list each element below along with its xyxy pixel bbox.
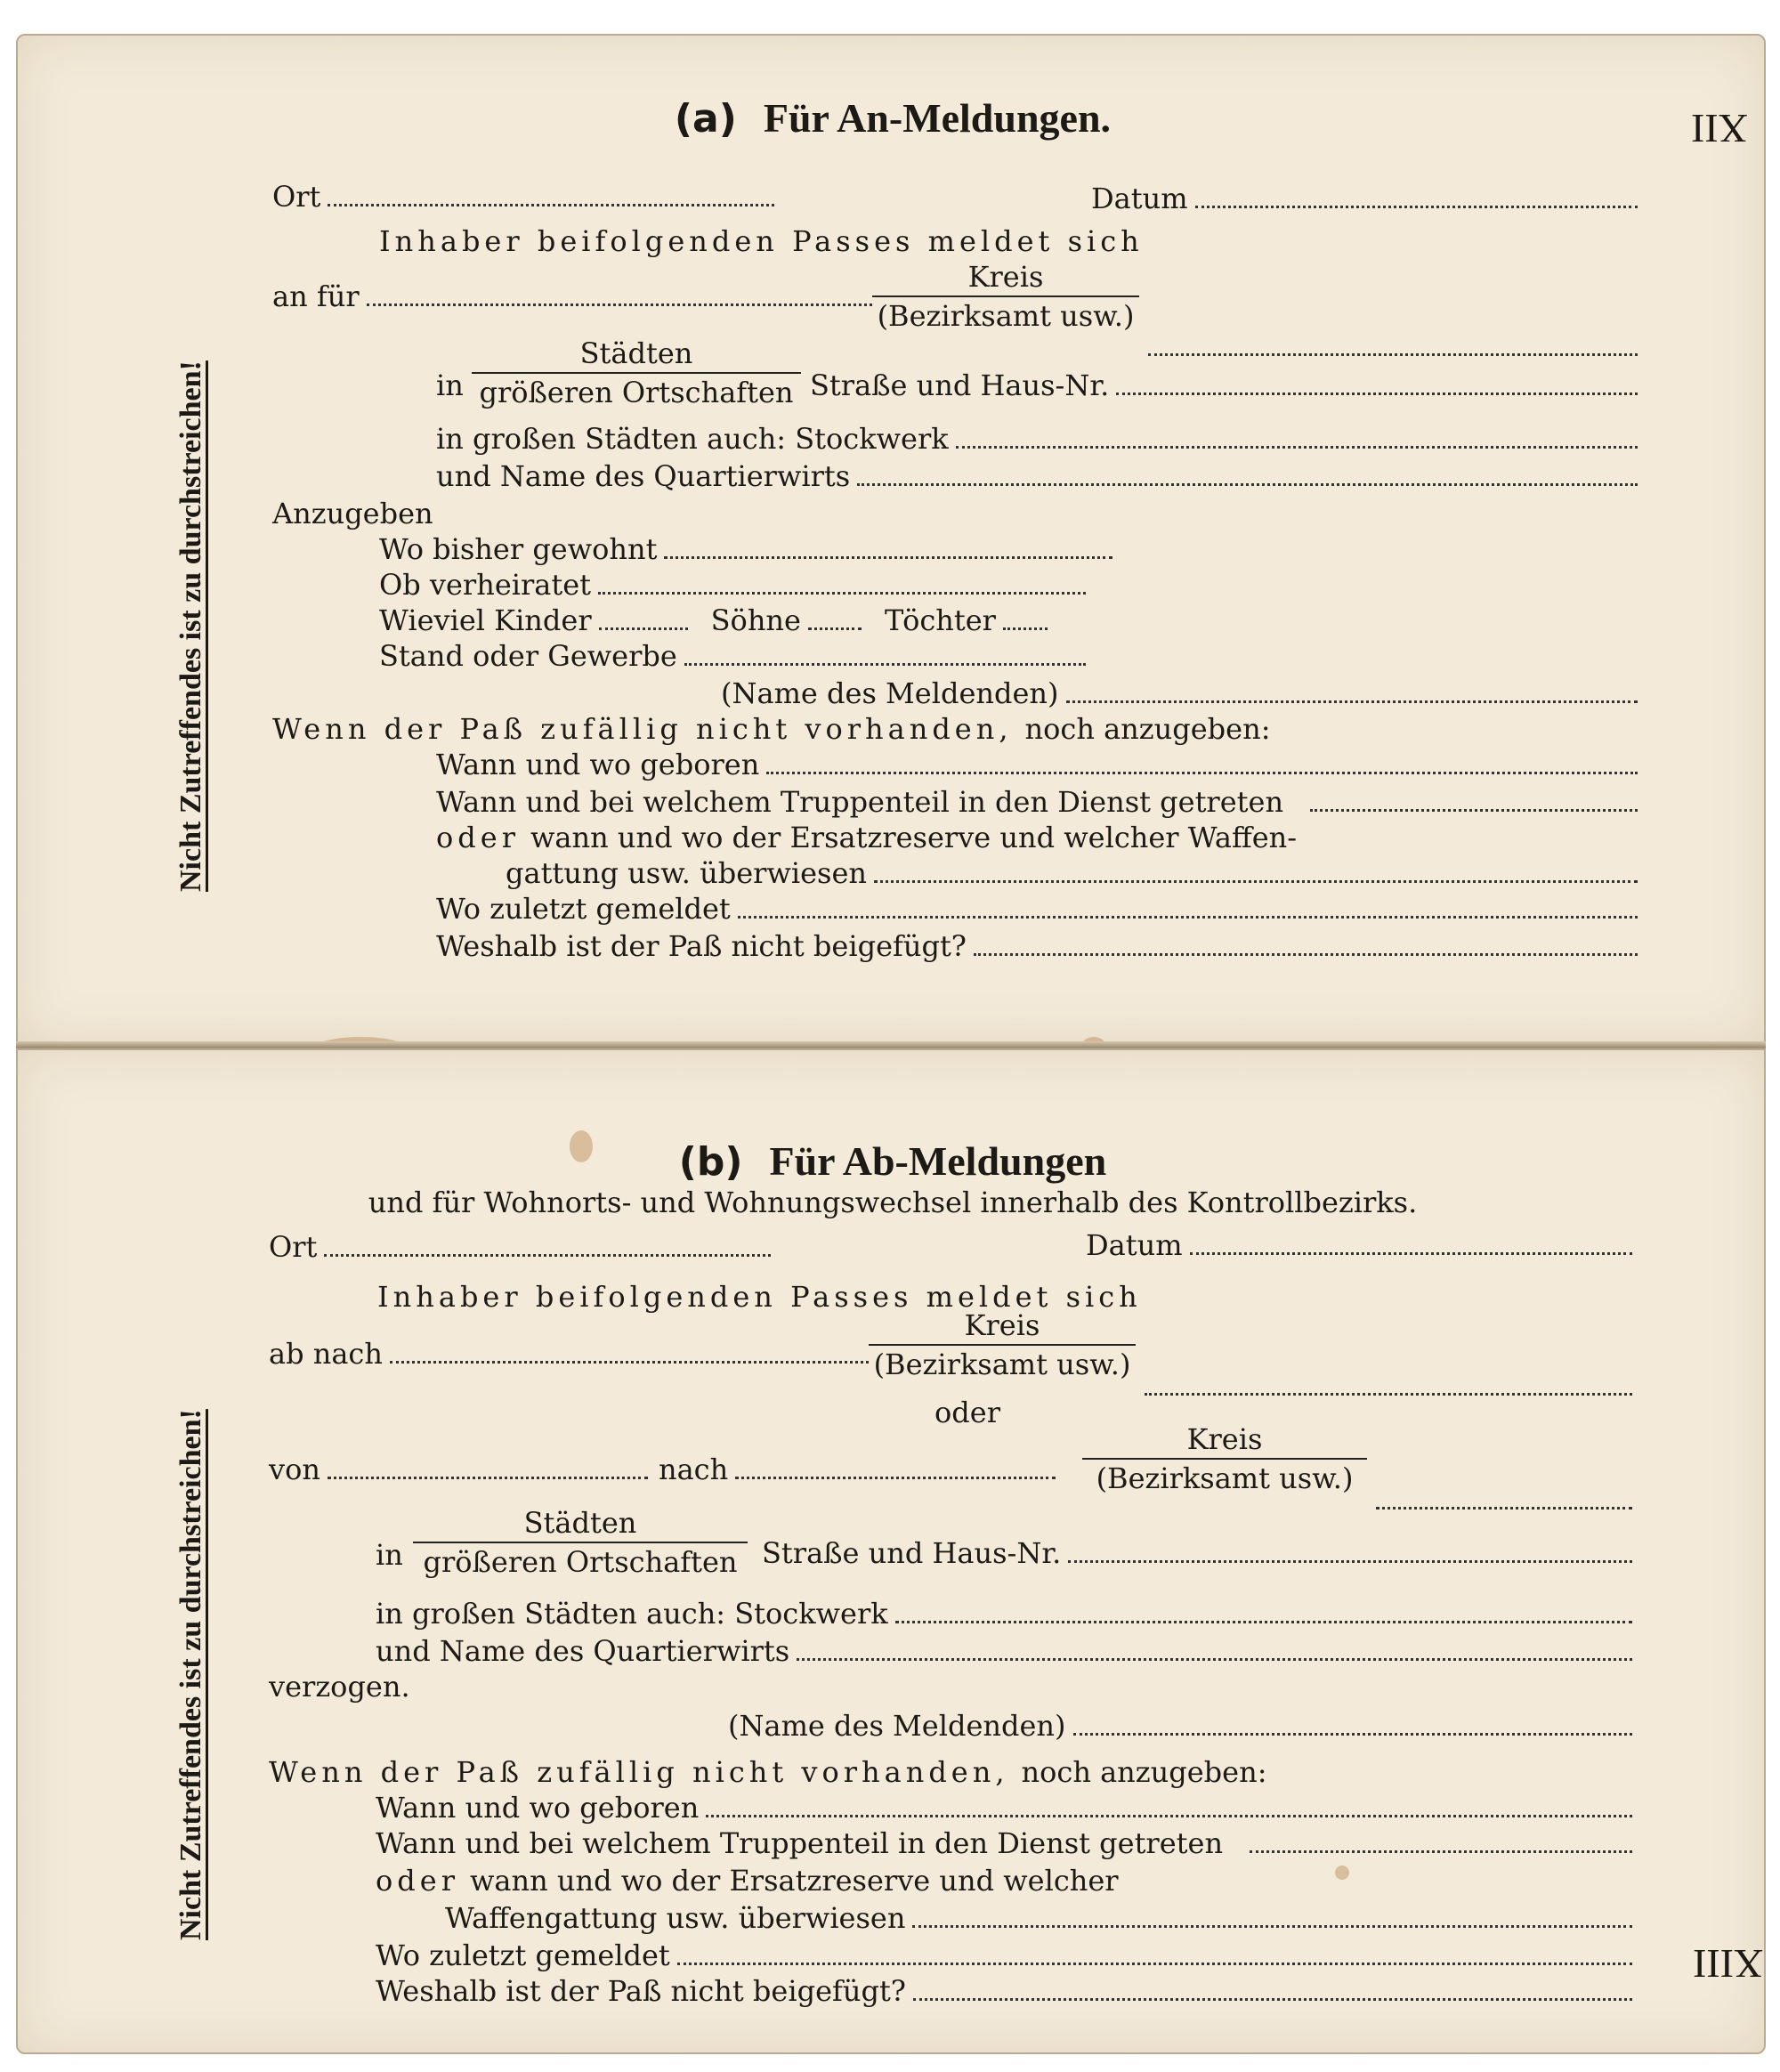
section-b-heading [18,1137,1768,1185]
ort-label-a: Ort [272,180,321,214]
page-numeral-a: XII [1691,106,1748,151]
intro-line-a: Inhaber beifolgenden Passes meldet sich [379,224,1144,258]
staedten-fraction-b: Städten größeren Ortschaften [413,1506,748,1579]
in-label-b: in [376,1538,403,1572]
kreis-fraction-b1: Kreis (Bezirksamt usw.) [869,1308,1136,1381]
truppenteil-field-b[interactable]: Wann und bei welchem Truppenteil in den Dienst getreten [376,1825,1638,1860]
kinder-blank[interactable] [599,626,688,630]
ersatz-field-a[interactable]: gattung usw. überwiesen [506,854,1643,890]
von-blank[interactable] [328,1475,648,1479]
weshalb-field-a[interactable]: Weshalb ist der Paß nicht beigefügt? [436,927,1643,963]
section-b-subtitle: und für Wohnorts- und Wohnungswechsel innerhalb des Kontrollbezirks. [368,1186,1418,1219]
section-b-title: Für Ab-Meldungen [769,1138,1107,1184]
datum-blank-b[interactable] [1190,1250,1632,1255]
oder-center: oder [934,1396,1000,1429]
ort-blank-b[interactable] [324,1252,771,1257]
side-note-a: Nicht Zutreffendes ist zu durchstreichen! [174,360,207,892]
form-page-ab-meldung [16,1048,1766,2054]
ort-label-b: Ort [269,1230,318,1264]
strasse-field-b[interactable]: Straße und Haus-Nr. [762,1534,1638,1570]
name-meldenden-field-b[interactable]: (Name des Meldenden) [728,1707,1638,1743]
section-a-title: Für An-Meldungen. [763,95,1112,141]
quartierwirt-field-a[interactable]: und Name des Quartierwirts [436,457,1643,493]
stand-field[interactable]: Stand oder Gewerbe [379,637,1091,673]
form-page-an-meldung [16,34,1766,1047]
in-label-a: in [436,368,464,402]
weshalb-field-b[interactable]: Weshalb ist der Paß nicht beigefügt? [376,1972,1638,2008]
section-a-heading [18,94,1768,142]
verzogen-label: verzogen. [269,1670,410,1704]
nach-label: nach [658,1453,729,1486]
bezirksamt-blank-b1[interactable] [1137,1367,1638,1403]
ersatz-line-b: oder wann und wo der Ersatzreserve und welcher [376,1864,1119,1898]
ort-field-b[interactable] [269,1228,776,1264]
datum-field-b[interactable] [1086,1226,1638,1262]
datum-blank-a[interactable] [1195,204,1638,208]
strasse-field-a[interactable]: Straße und Haus-Nr. [810,367,1643,402]
datum-label-a: Datum [1091,182,1188,215]
an-fuer-field[interactable] [272,278,878,313]
kreis-fraction-b2: Kreis (Bezirksamt usw.) [1082,1422,1367,1495]
bisher-field[interactable]: Wo bisher gewohnt [379,530,1118,566]
stockwerk-field-b[interactable]: in großen Städten auch: Stockwerk [376,1595,1638,1631]
section-a-letter: (a) [674,96,737,142]
ort-blank-a[interactable] [328,202,774,206]
nach-blank[interactable] [735,1475,1056,1479]
intro-line-b: Inhaber beifolgenden Passes meldet sich [377,1280,1142,1314]
toechter-label: Töchter [884,603,996,637]
an-fuer-label: an für [272,279,360,313]
stain [1335,1866,1349,1880]
toechter-blank[interactable] [1003,626,1048,630]
soehne-label: Söhne [710,603,801,637]
quartierwirt-field-b[interactable]: und Name des Quartierwirts [376,1632,1638,1668]
side-note-b: Nicht Zutreffendes ist zu durchstreichen! [174,1409,207,1940]
ab-nach-field[interactable] [269,1335,874,1371]
wenn-intro-b: Wenn der Paß zufällig nicht vorhanden, noch anzugeben: [269,1755,1267,1789]
kinder-row [379,602,1053,637]
datum-label-b: Datum [1086,1228,1183,1262]
bezirksamt-blank-b2[interactable] [1369,1481,1638,1517]
soehne-blank[interactable] [808,626,862,630]
bezirksamt-blank-a[interactable] [1141,328,1643,363]
datum-field-a[interactable] [1091,180,1643,215]
ort-field-a[interactable] [272,178,780,214]
name-meldenden-field-a[interactable]: (Name des Meldenden) [721,675,1643,710]
zuletzt-field-a[interactable]: Wo zuletzt gemeldet [436,890,1643,926]
ab-nach-label: ab nach [269,1337,383,1371]
kinder-label: Wieviel Kinder [379,603,592,637]
truppenteil-field-a[interactable]: Wann und bei welchem Truppenteil in den Dienst getreten [436,783,1643,819]
von-label: von [269,1453,320,1486]
staedten-fraction-a: Städten größeren Ortschaften [472,336,801,409]
von-nach-row [269,1451,1061,1486]
wenn-intro-a: Wenn der Paß zufällig nicht vorhanden, noch anzugeben: [272,712,1271,746]
geboren-field-b[interactable]: Wann und wo geboren [376,1789,1638,1825]
kreis-fraction-a: Kreis (Bezirksamt usw.) [872,260,1139,333]
zuletzt-field-b[interactable]: Wo zuletzt gemeldet [376,1937,1638,1972]
ersatz-line-a: oder wann und wo der Ersatzreserve und welcher Waffen- [436,821,1298,854]
anzugeben-label: Anzugeben [272,497,433,530]
section-b-letter: (b) [678,1139,743,1185]
page-numeral-b: XIII [1693,1941,1764,1987]
ersatz-field-b[interactable]: Waffengattung usw. überwiesen [445,1899,1638,1935]
stockwerk-field-a[interactable]: in großen Städten auch: Stockwerk [436,420,1643,456]
verheiratet-field[interactable]: Ob verheiratet [379,566,1091,602]
geboren-field-a[interactable]: Wann und wo geboren [436,746,1643,781]
